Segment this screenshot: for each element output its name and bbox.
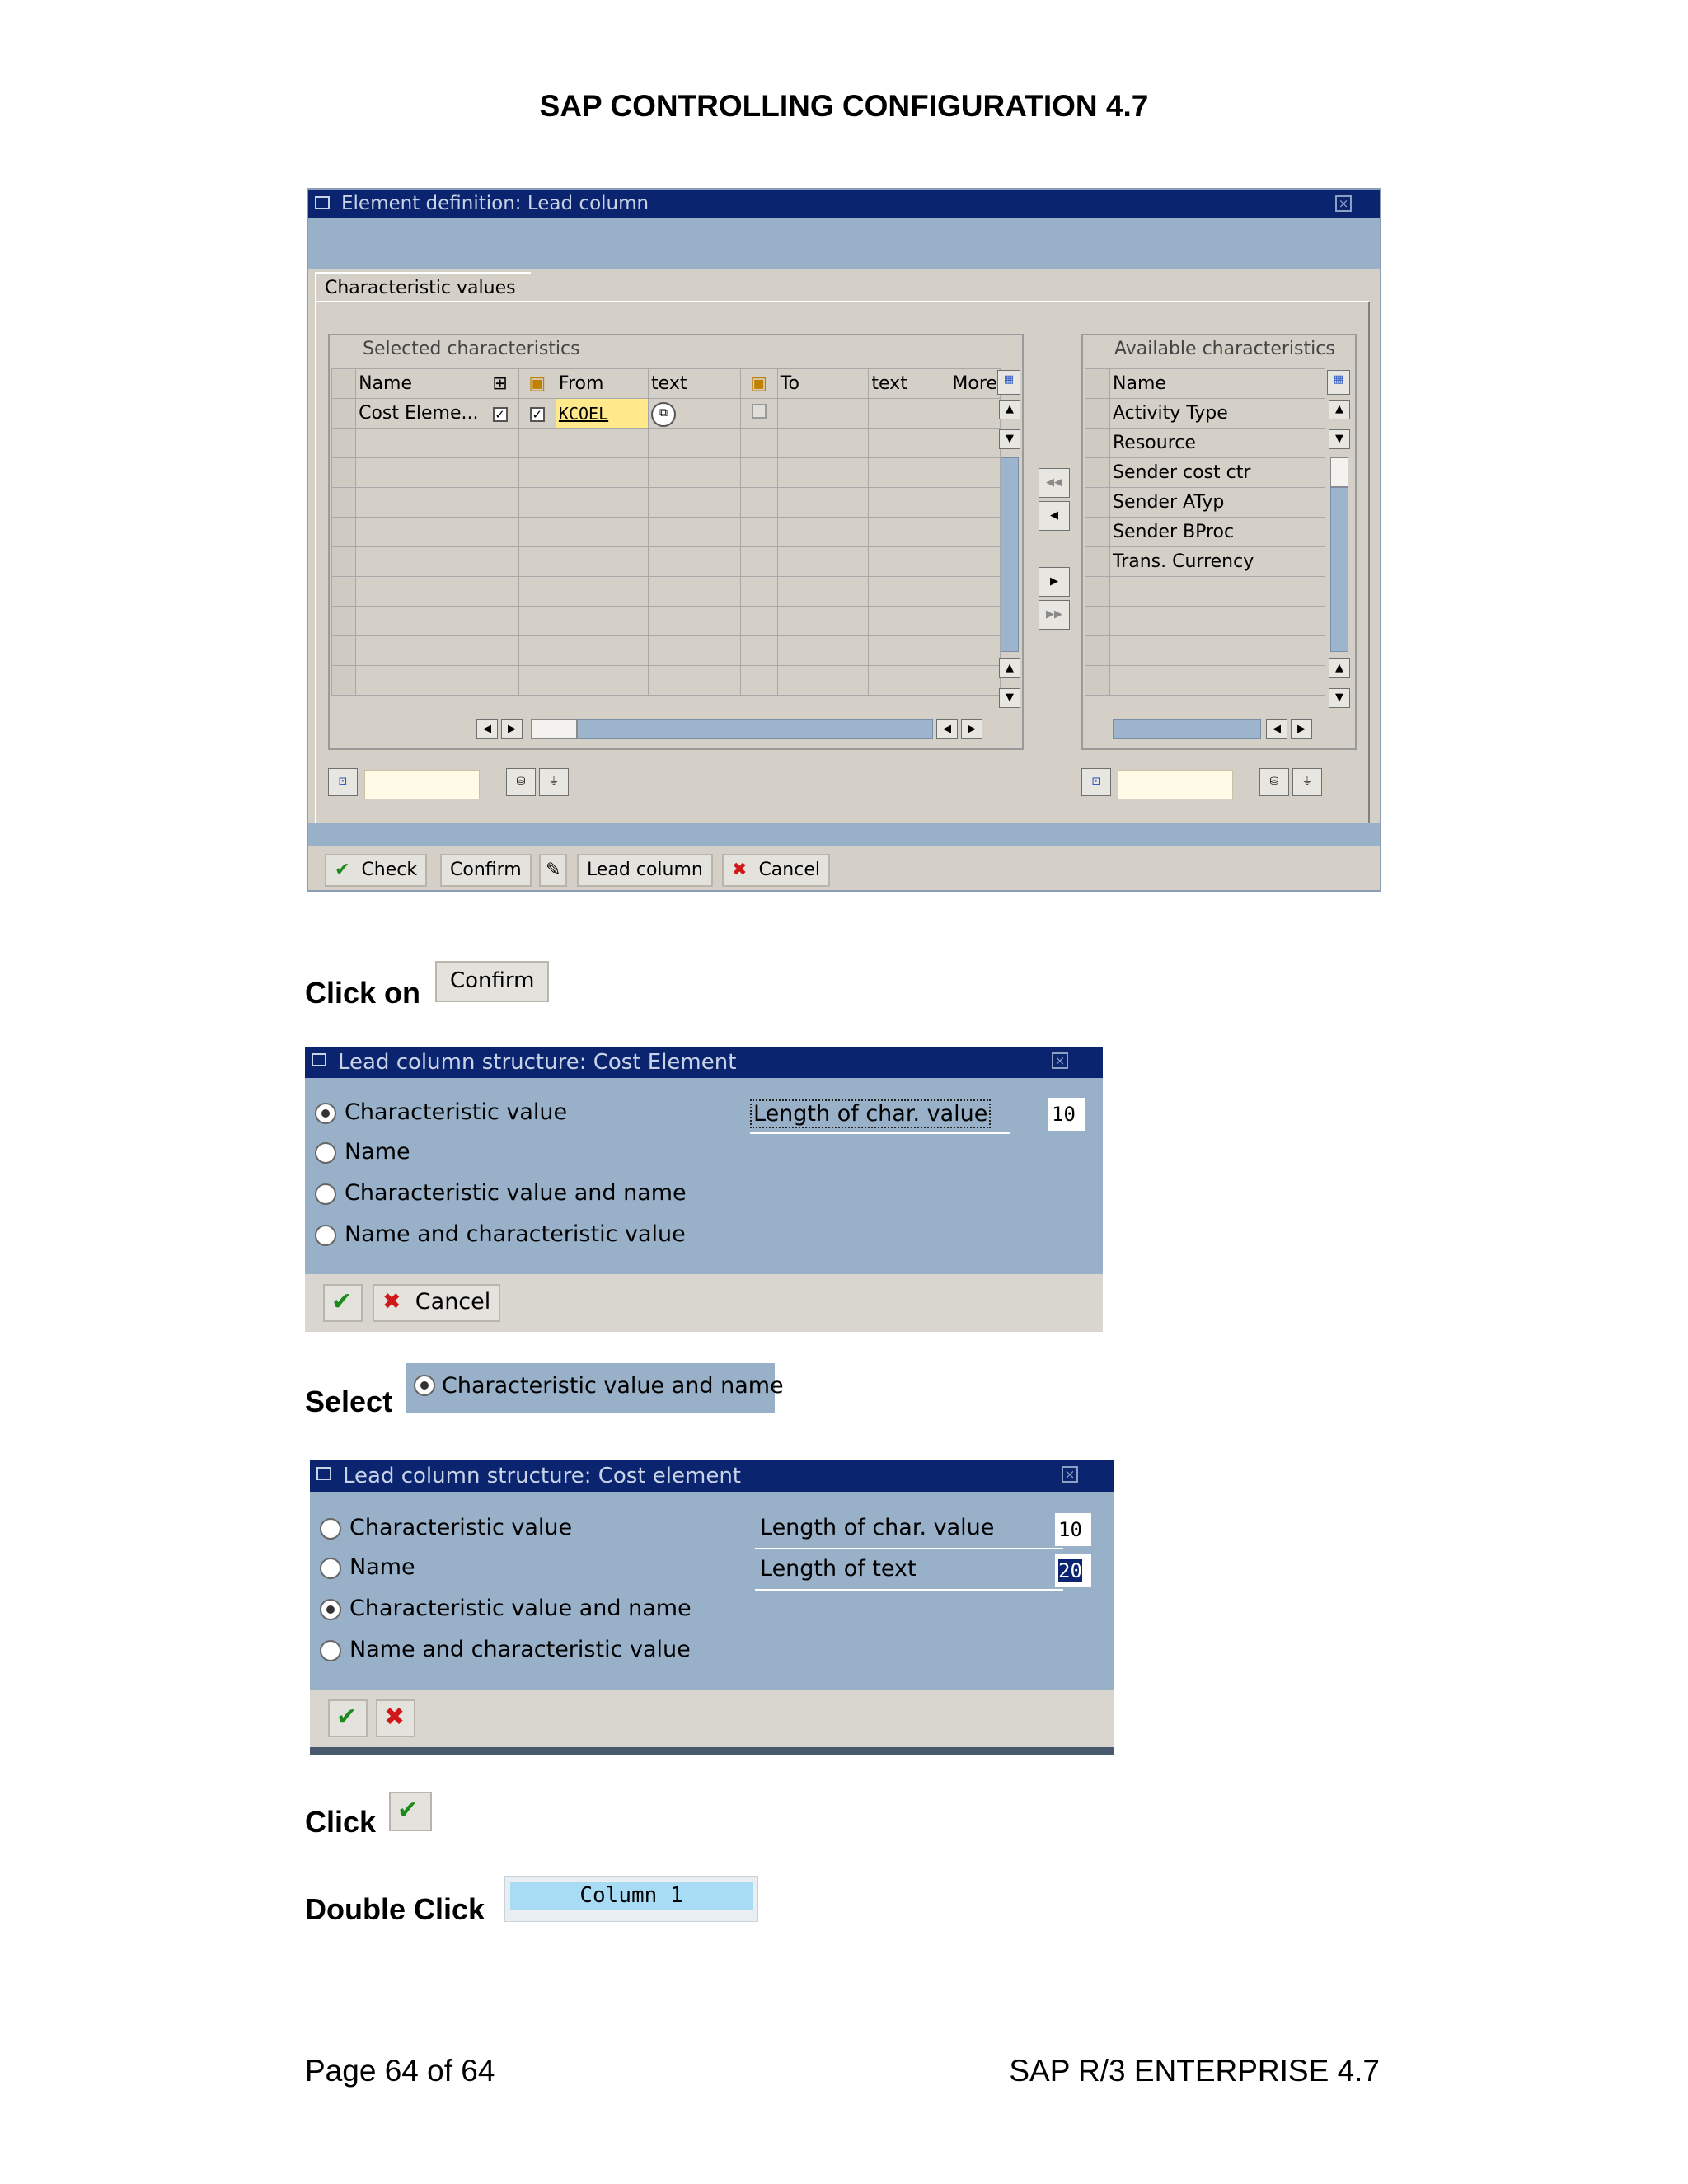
step-click: Click <box>305 1805 377 1839</box>
dialog-title: Lead column structure: Cost Element <box>338 1050 737 1075</box>
check-icon: ✔ <box>331 1287 353 1316</box>
dialog-title: Lead column structure: Cost element <box>343 1464 741 1488</box>
cancel-button[interactable] <box>376 1699 415 1737</box>
available-characteristics-panel <box>1081 334 1357 750</box>
edit-icon: ✎ <box>546 860 561 880</box>
row-selector[interactable] <box>1085 399 1110 429</box>
confirm-button-snippet[interactable] <box>435 961 549 1002</box>
input-value-selected: 20 <box>1058 1559 1082 1582</box>
step-click-on: Click on <box>305 976 421 1010</box>
filter-icon-right[interactable]: ⏚ <box>1292 768 1322 796</box>
input-value: 10 <box>1052 1103 1076 1126</box>
horizontal-scroll-thumb[interactable] <box>531 719 577 739</box>
text-icon-2[interactable]: ▣ <box>740 369 777 399</box>
scroll-down-button[interactable]: ▼ <box>999 429 1020 449</box>
row-selector[interactable] <box>332 488 356 518</box>
confirm-button[interactable] <box>440 854 532 887</box>
element-definition-dialog <box>307 188 1381 892</box>
step-select: Select <box>305 1385 393 1418</box>
search-input-right[interactable] <box>1118 770 1233 799</box>
button-bar <box>310 1690 1114 1747</box>
window-edge <box>310 1747 1114 1755</box>
hierarchy-icon[interactable]: ⊞ <box>481 369 518 399</box>
radio-name-and-characteristic-value[interactable] <box>315 1225 336 1246</box>
horizontal-scrollbar[interactable] <box>1113 719 1261 739</box>
check-button[interactable] <box>325 854 427 887</box>
row-selector[interactable] <box>332 399 356 429</box>
tab-characteristic-values[interactable] <box>315 272 531 302</box>
panel-title: Available characteristics <box>1114 339 1335 359</box>
status-strip <box>308 823 1380 846</box>
selected-grid <box>331 368 1001 696</box>
confirm-check-button[interactable] <box>323 1284 363 1322</box>
check-button-snippet[interactable] <box>389 1792 432 1831</box>
page-down-button[interactable]: ▼ <box>1329 688 1350 708</box>
row-selector[interactable] <box>332 666 356 696</box>
col-name[interactable]: Name <box>356 369 481 399</box>
list-item[interactable]: Trans. Currency <box>1110 547 1325 577</box>
col-to[interactable]: To <box>777 369 869 399</box>
footer-right: SAP R/3 ENTERPRISE 4.7 <box>1009 2054 1380 2088</box>
row-selector[interactable] <box>332 577 356 607</box>
close-icon[interactable]: × <box>1052 1052 1068 1069</box>
row-selector[interactable] <box>1085 429 1110 458</box>
more-cell[interactable] <box>950 399 1001 429</box>
page-down-button[interactable]: ▼ <box>999 688 1020 708</box>
dialog-titlebar <box>308 190 1380 218</box>
text-icon[interactable]: ▣ <box>518 369 556 399</box>
text-cell <box>869 399 950 429</box>
hierarchy-checkbox[interactable]: ✓ <box>493 407 508 422</box>
length-text-label: Length of text <box>760 1556 917 1582</box>
cancel-icon: ✖ <box>732 860 748 880</box>
dialog-titlebar <box>305 1047 1103 1078</box>
button-label: Confirm <box>450 860 522 880</box>
option-label: Characteristic value and name <box>349 1596 692 1621</box>
scroll-up-button[interactable]: ▲ <box>999 400 1020 419</box>
option-label: Characteristic value <box>345 1099 568 1125</box>
confirm-check-button[interactable] <box>328 1699 368 1737</box>
text-checkbox[interactable]: ✓ <box>530 407 545 422</box>
column-label: Column 1 <box>510 1882 753 1910</box>
dialog-title: Element definition: Lead column <box>341 193 649 214</box>
col-from[interactable]: From <box>556 369 648 399</box>
step-double-click: Double Click <box>305 1892 485 1926</box>
close-icon[interactable]: × <box>1062 1466 1078 1483</box>
selected-characteristics-panel <box>328 334 1024 750</box>
scroll-left-end-button[interactable]: ◀ <box>936 719 958 739</box>
scroll-right-end-button[interactable]: ▶ <box>961 719 982 739</box>
row-selector[interactable] <box>1085 547 1110 577</box>
button-label: Lead column <box>587 860 703 880</box>
button-label: Cancel <box>758 860 820 880</box>
option-label: Name <box>349 1554 415 1580</box>
row-selector[interactable] <box>1085 458 1110 488</box>
button-label: Cancel <box>415 1289 491 1315</box>
scroll-left-button[interactable]: ◀ <box>476 719 498 739</box>
cancel-button[interactable] <box>722 854 830 887</box>
list-item[interactable]: Sender ATyp <box>1110 488 1325 518</box>
button-label: Confirm <box>450 968 535 993</box>
radio-characteristic-value-and-name[interactable] <box>320 1599 341 1620</box>
row-selector[interactable] <box>1085 607 1110 636</box>
list-item[interactable]: Sender cost ctr <box>1110 458 1325 488</box>
option-label: Name <box>345 1139 410 1165</box>
cancel-button[interactable] <box>373 1284 500 1322</box>
add-all-button[interactable]: ▶▶ <box>1039 600 1070 630</box>
lead-column-button[interactable] <box>577 854 713 887</box>
length-char-value-input[interactable] <box>1048 1098 1085 1131</box>
check-icon: ✔ <box>335 860 350 880</box>
option-label: Characteristic value and name <box>345 1180 687 1206</box>
lead-column-dialog-2 <box>310 1460 1114 1755</box>
to-text-checkbox[interactable] <box>752 404 767 419</box>
vertical-scroll-thumb[interactable] <box>1330 457 1348 487</box>
panel-title: Selected characteristics <box>363 339 580 359</box>
sort-icon-right[interactable]: ⛁ <box>1259 768 1289 796</box>
input-value: 10 <box>1058 1518 1082 1541</box>
radio-name[interactable] <box>320 1558 341 1579</box>
find-icon[interactable]: ⊡ <box>328 768 358 796</box>
footer-left: Page 64 of 64 <box>305 2054 495 2088</box>
cancel-icon: ✖ <box>382 1289 401 1315</box>
row-selector[interactable] <box>332 636 356 666</box>
vertical-scrollbar[interactable] <box>1330 487 1348 652</box>
row-selector[interactable] <box>332 458 356 488</box>
horizontal-scrollbar[interactable] <box>577 719 933 739</box>
length-text-input[interactable] <box>1055 1554 1091 1587</box>
option-label: Characteristic value <box>349 1515 573 1540</box>
window-icon <box>316 1467 331 1480</box>
option-label: Name and characteristic value <box>345 1221 686 1247</box>
row-selector[interactable] <box>1085 636 1110 666</box>
row-selector[interactable] <box>332 429 356 458</box>
select-all-cell[interactable] <box>332 369 356 399</box>
scroll-left-button[interactable]: ◀ <box>1266 719 1287 739</box>
sort-icon[interactable]: ⛁ <box>506 768 536 796</box>
edit-button[interactable] <box>539 854 567 887</box>
row-selector[interactable] <box>1085 488 1110 518</box>
col-name[interactable]: Name <box>1110 369 1325 399</box>
cost-element-cell[interactable]: Cost Eleme... <box>356 399 481 429</box>
column-header-snippet[interactable] <box>504 1876 758 1922</box>
page-up-button[interactable]: ▲ <box>1329 658 1350 678</box>
remove-all-button[interactable]: ◀◀ <box>1039 468 1070 498</box>
scroll-down-button[interactable]: ▼ <box>1329 429 1350 449</box>
radio-name-and-characteristic-value[interactable] <box>320 1640 341 1661</box>
list-item[interactable]: Activity Type <box>1110 399 1325 429</box>
radio-name[interactable] <box>315 1142 336 1164</box>
row-selector[interactable] <box>332 547 356 577</box>
length-char-value-label: Length of char. value <box>750 1099 991 1128</box>
check-icon: ✔ <box>397 1796 419 1825</box>
close-icon[interactable]: × <box>1335 195 1352 212</box>
divider <box>750 1132 1010 1134</box>
scroll-up-button[interactable]: ▲ <box>1329 400 1350 419</box>
radio-characteristic-value[interactable] <box>320 1518 341 1540</box>
dialog-titlebar <box>310 1460 1114 1492</box>
from-value-input[interactable]: KCOEL <box>556 399 648 429</box>
page-up-button[interactable]: ▲ <box>999 658 1020 678</box>
radio-characteristic-value[interactable] <box>315 1103 336 1124</box>
check-icon: ✔ <box>336 1703 358 1732</box>
filter-icon[interactable]: ⏚ <box>539 768 569 796</box>
row-selector[interactable] <box>1085 577 1110 607</box>
row-selector[interactable] <box>332 518 356 547</box>
divider <box>755 1548 1063 1549</box>
window-icon <box>312 1053 326 1066</box>
button-label: Check <box>361 860 418 880</box>
length-char-value-label: Length of char. value <box>760 1515 995 1540</box>
scroll-right-button[interactable]: ▶ <box>501 719 523 739</box>
vertical-scrollbar[interactable] <box>1001 457 1019 652</box>
toolbar-strip <box>308 218 1380 269</box>
select-all-cell[interactable] <box>1085 369 1110 399</box>
list-item[interactable]: Resource <box>1110 429 1325 458</box>
available-grid <box>1085 368 1325 696</box>
radio-characteristic-value-and-name[interactable] <box>315 1183 336 1205</box>
col-more[interactable]: More <box>950 369 1001 399</box>
search-help-icon[interactable]: ⧉ <box>651 402 676 427</box>
list-item[interactable]: Sender BProc <box>1110 518 1325 547</box>
column-settings-icon[interactable]: ▦ <box>997 370 1020 395</box>
divider <box>755 1589 1063 1591</box>
document-header: SAP CONTROLLING CONFIGURATION 4.7 <box>539 89 1149 123</box>
option-label: Name and characteristic value <box>349 1637 691 1662</box>
tab-label: Characteristic values <box>325 278 516 298</box>
window-icon <box>315 196 330 209</box>
col-text-2[interactable]: text <box>869 369 950 399</box>
to-cell[interactable] <box>777 399 869 429</box>
search-input-left[interactable] <box>364 770 480 799</box>
remove-button[interactable]: ◀ <box>1039 501 1070 531</box>
lead-column-dialog-1 <box>305 1047 1103 1332</box>
radio-selected[interactable] <box>414 1375 435 1396</box>
col-text[interactable]: text <box>649 369 740 399</box>
length-char-value-input[interactable] <box>1055 1513 1091 1546</box>
add-button[interactable]: ▶ <box>1039 567 1070 597</box>
row-selector[interactable] <box>332 607 356 636</box>
row-selector[interactable] <box>1085 518 1110 547</box>
row-selector[interactable] <box>1085 666 1110 696</box>
cancel-icon: ✖ <box>384 1703 406 1732</box>
find-icon-right[interactable]: ⊡ <box>1081 768 1111 796</box>
select-option-snippet[interactable] <box>406 1363 784 1413</box>
option-label: Characteristic value and name <box>442 1373 784 1399</box>
column-settings-icon[interactable]: ▦ <box>1327 370 1350 395</box>
scroll-right-button[interactable]: ▶ <box>1291 719 1312 739</box>
